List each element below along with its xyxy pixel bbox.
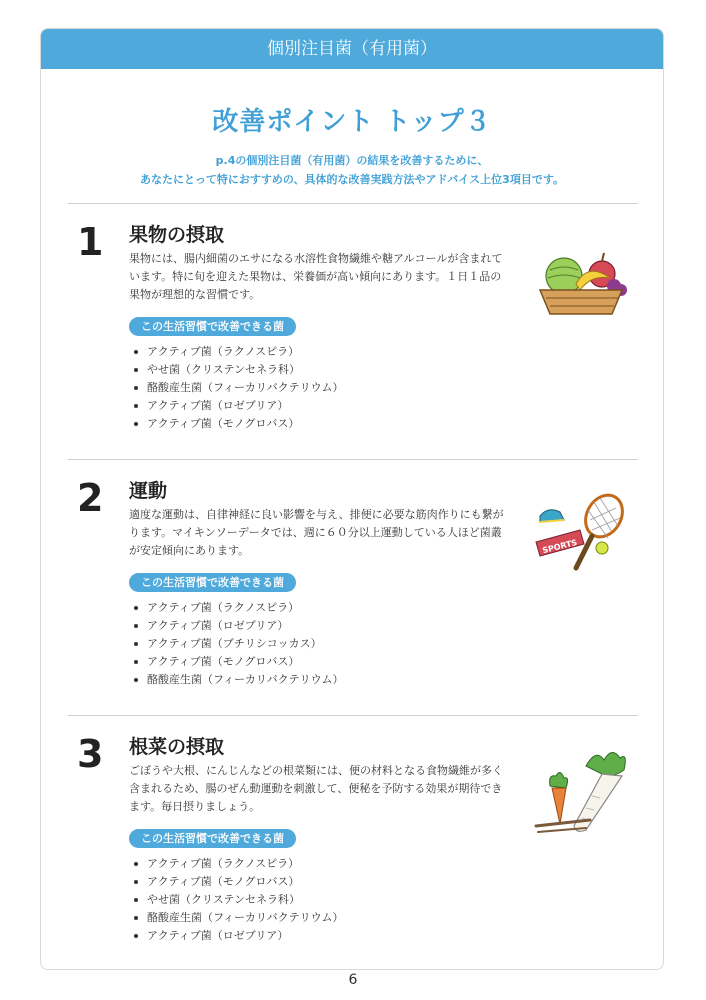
list-item: アクティブ菌（モノグロバス） — [131, 653, 343, 671]
list-item: アクティブ菌（ロゼブリア） — [131, 397, 343, 415]
page-title: 改善ポイント トップ３ — [212, 107, 492, 137]
subtitle-line-1: p.4の個別注目菌（有用菌）の結果を改善するために、 — [215, 154, 489, 167]
bacteria-list — [131, 855, 343, 945]
root-vegetables-icon — [526, 746, 636, 841]
list-item: アクティブ菌（モノグロバス） — [131, 873, 343, 891]
section-number: 1 — [77, 220, 104, 264]
list-item: 酪酸産生菌（フィーカリバクテリウム） — [131, 909, 343, 927]
section-root-vegetables — [41, 716, 664, 956]
section-exercise — [41, 460, 664, 700]
section-number: 3 — [77, 732, 104, 776]
section-title: 運動 — [129, 480, 168, 502]
improvable-bacteria-tag: この生活習慣で改善できる菌 — [129, 573, 296, 592]
list-item: アクティブ菌（ロゼブリア） — [131, 617, 343, 635]
list-item: アクティブ菌（ラクノスピラ） — [131, 855, 343, 873]
section-number: 2 — [77, 476, 104, 520]
sports-label: SPORTS — [541, 537, 579, 556]
section-fruit — [41, 204, 664, 444]
header-bar — [41, 29, 663, 69]
section-title: 果物の摂取 — [129, 224, 225, 246]
improvable-bacteria-tag: この生活習慣で改善できる菌 — [129, 317, 296, 336]
list-item: アクティブ菌（ラクノスピラ） — [131, 599, 343, 617]
fruit-basket-icon — [526, 234, 636, 329]
list-item: やせ菌（クリステンセネラ科） — [131, 891, 343, 909]
list-item: 酪酸産生菌（フィーカリバクテリウム） — [131, 379, 343, 397]
list-item: 酪酸産生菌（フィーカリバクテリウム） — [131, 671, 343, 689]
sports-icon — [526, 490, 636, 585]
list-item: アクティブ菌（ロゼブリア） — [131, 927, 343, 945]
content-card — [40, 28, 664, 970]
section-description: 適度な運動は、自律神経に良い影響を与え、排便に必要な筋肉作りにも繋がります。マイキンソーデータでは、週に６０分以上運動している人ほど菌叢が安定傾向にあります。 — [129, 508, 504, 557]
improvable-bacteria-tag: この生活習慣で改善できる菌 — [129, 829, 296, 848]
list-item: アクティブ菌（ブチリシコッカス） — [131, 635, 343, 653]
list-item: やせ菌（クリステンセネラ科） — [131, 361, 343, 379]
section-description: ごぼうや大根、にんじんなどの根菜類には、便の材料となる食物繊維が多く含まれるため、腸のぜん動運動を刺激して、便秘を予防する効果が期待できます。毎日摂りましょう。 — [129, 764, 503, 813]
bacteria-list — [131, 343, 343, 433]
bacteria-list — [131, 599, 343, 689]
subtitle-line-2: あなたにとって特におすすめの、具体的な改善実践方法やアドバイス上位3項目です。 — [140, 173, 564, 186]
subtitle — [41, 151, 663, 189]
header-title: 個別注目菌（有用菌） — [267, 39, 437, 59]
list-item: アクティブ菌（ラクノスピラ） — [131, 343, 343, 361]
list-item: アクティブ菌（モノグロバス） — [131, 415, 343, 433]
section-title: 根菜の摂取 — [129, 736, 225, 758]
page-number: 6 — [348, 972, 358, 988]
section-description: 果物には、腸内細菌のエサになる水溶性食物繊維や糖アルコールが含まれています。特に旬を迎えた果物は、栄養価が高い傾向にあります。１日１品の果物が理想的な習慣です。 — [129, 252, 503, 301]
